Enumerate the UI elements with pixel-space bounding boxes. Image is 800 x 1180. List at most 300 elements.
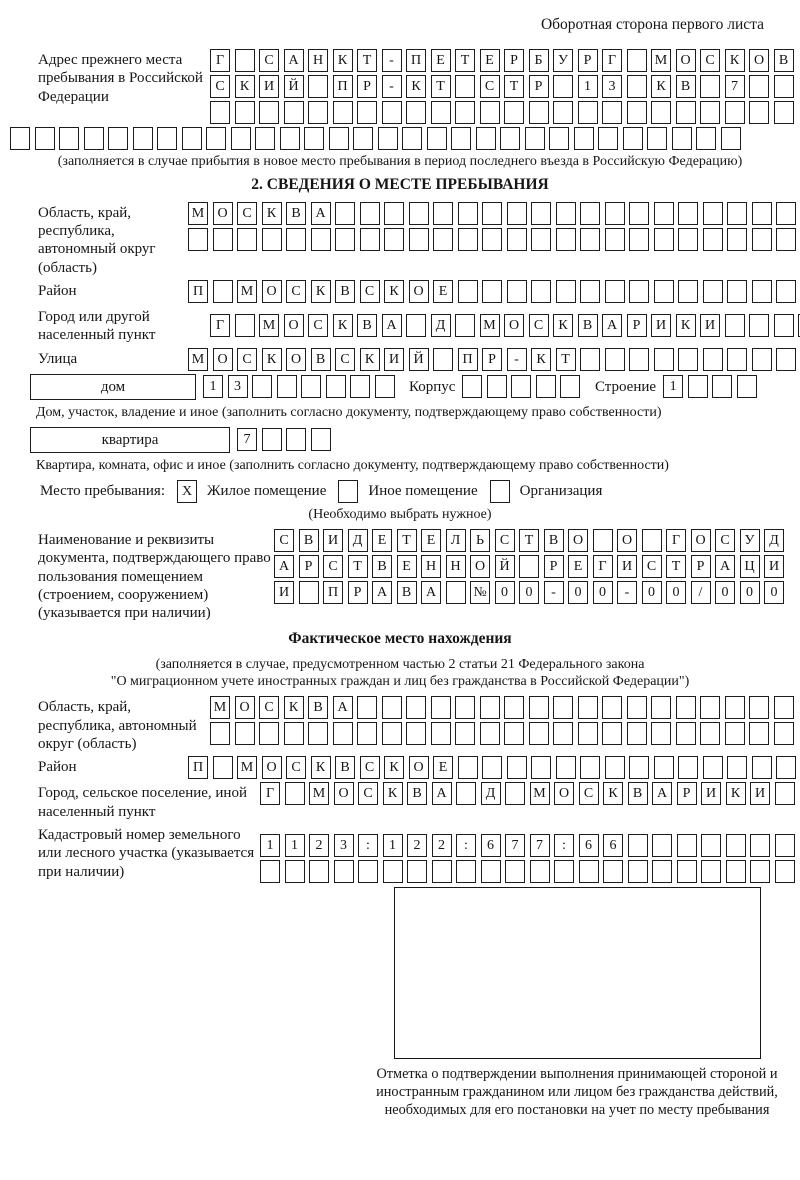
char-box: П	[188, 756, 208, 779]
char-box	[235, 49, 255, 72]
char-box	[654, 202, 674, 225]
house-type-box: дом	[30, 374, 196, 400]
char-box	[678, 202, 698, 225]
char-box	[629, 228, 649, 251]
char-box: Г	[210, 49, 230, 72]
char-box: 1	[285, 834, 305, 857]
char-box: Р	[544, 555, 564, 578]
char-box	[433, 228, 453, 251]
char-box: О	[409, 280, 429, 303]
apartment-row	[30, 427, 790, 453]
actual-location-note-1: (заполняется в случае, предусмотренном частью 2 статьи 21 Федерального закона	[155, 657, 645, 673]
char-box: В	[286, 202, 306, 225]
char-box	[703, 202, 723, 225]
char-box	[776, 202, 796, 225]
char-box	[188, 228, 208, 251]
char-box	[360, 202, 380, 225]
char-box	[628, 860, 648, 883]
korpus-cells	[462, 375, 585, 398]
char-box: Н	[446, 555, 466, 578]
char-box	[700, 75, 720, 98]
char-box: О	[617, 529, 637, 552]
char-box: О	[213, 348, 233, 371]
actual-city-row	[260, 782, 799, 805]
char-box	[259, 722, 279, 745]
char-box: О	[213, 202, 233, 225]
char-box: 0	[519, 581, 539, 604]
char-box	[752, 756, 772, 779]
char-box	[776, 280, 796, 303]
char-box	[235, 722, 255, 745]
stay-type-note: (Необходимо выбрать нужное)	[308, 506, 492, 522]
char-box	[676, 101, 696, 124]
char-box	[531, 280, 551, 303]
char-box: С	[323, 555, 343, 578]
char-box	[602, 101, 622, 124]
char-box	[237, 228, 257, 251]
char-box	[578, 722, 598, 745]
char-box	[480, 722, 500, 745]
char-box: О	[235, 696, 255, 719]
char-box: В	[628, 782, 648, 805]
char-box	[579, 860, 599, 883]
char-box	[357, 696, 377, 719]
char-box: Т	[666, 555, 686, 578]
char-box	[678, 228, 698, 251]
char-box	[602, 722, 622, 745]
char-box: Т	[357, 49, 377, 72]
char-box	[482, 756, 502, 779]
option-other-premises-label: Иное помещение	[368, 483, 478, 500]
korpus-label: Корпус	[409, 378, 456, 395]
char-box	[530, 860, 550, 883]
char-box	[455, 101, 475, 124]
char-box	[536, 375, 556, 398]
char-box	[213, 228, 233, 251]
char-box	[553, 722, 573, 745]
char-box	[210, 101, 230, 124]
stamp-area	[362, 887, 792, 1120]
char-box	[580, 756, 600, 779]
char-box	[578, 696, 598, 719]
char-box	[511, 375, 531, 398]
char-box: С	[360, 280, 380, 303]
char-box: О	[409, 756, 429, 779]
actual-region-rows	[210, 696, 798, 745]
char-box	[482, 228, 502, 251]
char-box: А	[382, 314, 402, 337]
char-box: П	[333, 75, 353, 98]
char-box	[678, 280, 698, 303]
apartment-number-cells	[237, 428, 335, 451]
char-box	[623, 127, 643, 150]
char-box	[455, 722, 475, 745]
char-box	[556, 202, 576, 225]
char-box: И	[651, 314, 671, 337]
cadastral-rows	[260, 834, 799, 883]
char-box	[725, 101, 745, 124]
actual-location-note-2: "О миграционном учете иностранных граждан и лиц без гражданства в Российской Федерации")	[110, 674, 690, 690]
char-box	[525, 127, 545, 150]
char-box: Е	[372, 529, 392, 552]
char-box	[311, 428, 331, 451]
char-box: В	[299, 529, 319, 552]
char-box	[476, 127, 496, 150]
char-box	[451, 127, 471, 150]
char-box	[157, 127, 177, 150]
char-box: К	[651, 75, 671, 98]
char-box	[431, 101, 451, 124]
prev-address-field	[10, 49, 790, 124]
char-box: У	[740, 529, 760, 552]
char-box	[677, 860, 697, 883]
char-box	[774, 314, 794, 337]
char-box: А	[372, 581, 392, 604]
char-box	[776, 756, 796, 779]
char-box	[651, 696, 671, 719]
char-box: С	[495, 529, 515, 552]
actual-district-label: Район	[38, 759, 77, 776]
char-box	[580, 228, 600, 251]
apartment-type-box: квартира	[30, 427, 230, 453]
char-box	[311, 228, 331, 251]
char-box: 1	[383, 834, 403, 857]
char-box: Т	[455, 49, 475, 72]
char-box: Т	[348, 555, 368, 578]
option-organization-label: Организация	[519, 483, 603, 500]
char-box	[301, 375, 321, 398]
char-box: М	[210, 696, 230, 719]
char-box	[605, 756, 625, 779]
char-box: Е	[480, 49, 500, 72]
char-box: К	[262, 348, 282, 371]
char-box: К	[531, 348, 551, 371]
char-box	[284, 101, 304, 124]
char-box	[210, 722, 230, 745]
char-box: К	[360, 348, 380, 371]
char-box	[593, 529, 613, 552]
char-box: А	[715, 555, 735, 578]
city-label: Город или другой населенный пункт	[38, 309, 156, 344]
char-box: Р	[529, 75, 549, 98]
char-box: Й	[495, 555, 515, 578]
char-box: П	[323, 581, 343, 604]
char-box	[308, 75, 328, 98]
page-side-note: Оборотная сторона первого листа	[540, 16, 764, 33]
house-number-cells	[203, 375, 399, 398]
char-box	[752, 228, 772, 251]
char-box	[462, 375, 482, 398]
char-box: С	[259, 49, 279, 72]
char-box	[628, 834, 648, 857]
char-box	[431, 696, 451, 719]
cadastral-label: Кадастровый номер земельного или лесного участка (указывается при наличии)	[38, 826, 255, 880]
char-box	[727, 348, 747, 371]
char-box	[456, 860, 476, 883]
cadastral-field	[10, 824, 790, 883]
char-box	[654, 756, 674, 779]
char-box: М	[530, 782, 550, 805]
char-box: В	[397, 581, 417, 604]
char-box	[605, 202, 625, 225]
char-box	[556, 756, 576, 779]
char-box	[286, 228, 306, 251]
char-box	[519, 555, 539, 578]
char-box: Б	[529, 49, 549, 72]
char-box: 3	[334, 834, 354, 857]
char-box	[406, 314, 426, 337]
char-box	[651, 722, 671, 745]
char-box: Е	[433, 756, 453, 779]
char-box	[334, 860, 354, 883]
char-box: Т	[397, 529, 417, 552]
char-box	[774, 101, 794, 124]
char-box: А	[652, 782, 672, 805]
char-box	[560, 375, 580, 398]
char-box	[481, 860, 501, 883]
char-box: Л	[446, 529, 466, 552]
char-box	[531, 202, 551, 225]
char-box	[487, 375, 507, 398]
region-row-1	[188, 202, 800, 225]
char-box	[284, 722, 304, 745]
char-box	[333, 722, 353, 745]
char-box	[235, 101, 255, 124]
char-box: М	[309, 782, 329, 805]
char-box	[726, 834, 746, 857]
char-box: Ь	[470, 529, 490, 552]
char-box: В	[308, 696, 328, 719]
char-box	[688, 375, 708, 398]
char-box	[749, 722, 769, 745]
char-box: О	[284, 314, 304, 337]
char-box: 0	[568, 581, 588, 604]
char-box	[642, 529, 662, 552]
char-box	[108, 127, 128, 150]
char-box: К	[235, 75, 255, 98]
char-box: К	[406, 75, 426, 98]
char-box	[712, 375, 732, 398]
char-box	[629, 348, 649, 371]
stamp-caption: Отметка о подтверждении выполнения принимающей стороной и иностранным гражданином или лицом без гражданства действий, необходимых для его постановки на учет по месту пребывания	[376, 1065, 778, 1118]
char-box	[406, 722, 426, 745]
char-box	[700, 722, 720, 745]
char-box	[480, 696, 500, 719]
stroenie-label: Строение	[594, 378, 657, 395]
char-box	[308, 722, 328, 745]
char-box	[605, 280, 625, 303]
char-box	[602, 696, 622, 719]
char-box	[382, 722, 402, 745]
region-rows	[188, 202, 800, 251]
char-box: -	[382, 75, 402, 98]
char-box	[529, 722, 549, 745]
char-box	[580, 348, 600, 371]
char-box	[299, 581, 319, 604]
char-box: Т	[431, 75, 451, 98]
char-box: Д	[764, 529, 784, 552]
char-box	[703, 280, 723, 303]
char-box	[427, 127, 447, 150]
char-box	[553, 696, 573, 719]
char-box	[507, 228, 527, 251]
char-box: Д	[481, 782, 501, 805]
char-box	[455, 75, 475, 98]
char-box	[627, 696, 647, 719]
char-box	[529, 101, 549, 124]
char-box: Й	[409, 348, 429, 371]
char-box	[703, 348, 723, 371]
document-field	[10, 529, 790, 622]
char-box: П	[406, 49, 426, 72]
char-box	[750, 860, 770, 883]
char-box	[678, 348, 698, 371]
char-box: О	[262, 280, 282, 303]
char-box: М	[237, 756, 257, 779]
char-box: Р	[627, 314, 647, 337]
char-box	[84, 127, 104, 150]
actual-region-label: Область, край, республика, автономный округ (область)	[38, 699, 197, 753]
char-box	[335, 228, 355, 251]
char-box	[752, 348, 772, 371]
char-box	[703, 756, 723, 779]
char-box: Р	[348, 581, 368, 604]
char-box	[507, 280, 527, 303]
char-box: 2	[432, 834, 452, 857]
char-box	[776, 348, 796, 371]
char-box	[353, 127, 373, 150]
char-box	[383, 860, 403, 883]
checkbox-residential: X	[177, 480, 197, 503]
char-box	[651, 101, 671, 124]
char-box: К	[333, 49, 353, 72]
char-box: С	[715, 529, 735, 552]
char-box: Е	[421, 529, 441, 552]
char-box: К	[553, 314, 573, 337]
char-box	[703, 228, 723, 251]
char-box	[433, 202, 453, 225]
char-box	[402, 127, 422, 150]
prev-address-label: Адрес прежнего места пребывания в Российской Федерации	[38, 51, 203, 105]
char-box: Е	[431, 49, 451, 72]
char-box	[627, 101, 647, 124]
char-box: 0	[593, 581, 613, 604]
char-box	[752, 202, 772, 225]
char-box: С	[529, 314, 549, 337]
char-box	[553, 101, 573, 124]
char-box: К	[384, 756, 404, 779]
char-box: О	[676, 49, 696, 72]
char-box	[676, 722, 696, 745]
char-box	[749, 696, 769, 719]
prev-address-row-1	[210, 49, 798, 72]
char-box	[378, 127, 398, 150]
char-box	[10, 127, 30, 150]
char-box: 1	[260, 834, 280, 857]
char-box	[286, 428, 306, 451]
char-box	[406, 101, 426, 124]
prev-address-row-4	[10, 127, 790, 150]
char-box: -	[617, 581, 637, 604]
city-row	[210, 314, 800, 337]
char-box: А	[432, 782, 452, 805]
char-box	[678, 756, 698, 779]
char-box: Р	[691, 555, 711, 578]
char-box: 1	[203, 375, 223, 398]
char-box: О	[691, 529, 711, 552]
stroenie-cells	[663, 375, 761, 398]
char-box: Й	[284, 75, 304, 98]
char-box: 7	[505, 834, 525, 857]
char-box	[309, 860, 329, 883]
char-box: В	[335, 280, 355, 303]
char-box: М	[188, 348, 208, 371]
char-box	[749, 101, 769, 124]
char-box	[360, 228, 380, 251]
char-box: Е	[397, 555, 417, 578]
char-box	[409, 202, 429, 225]
char-box: Р	[299, 555, 319, 578]
char-box: 6	[603, 834, 623, 857]
char-box	[605, 348, 625, 371]
char-box	[752, 280, 772, 303]
char-box: А	[333, 696, 353, 719]
char-box: С	[360, 756, 380, 779]
char-box: О	[470, 555, 490, 578]
char-box: 7	[237, 428, 257, 451]
char-box	[59, 127, 79, 150]
char-box	[482, 280, 502, 303]
char-box: В	[335, 756, 355, 779]
prev-address-rows	[210, 49, 798, 124]
char-box	[654, 280, 674, 303]
char-box: Г	[666, 529, 686, 552]
char-box	[35, 127, 55, 150]
char-box: 0	[740, 581, 760, 604]
char-box: С	[642, 555, 662, 578]
char-box: :	[358, 834, 378, 857]
char-box: 2	[309, 834, 329, 857]
stay-type-label: Место пребывания:	[40, 483, 165, 500]
char-box	[304, 127, 324, 150]
char-box	[285, 782, 305, 805]
char-box	[603, 860, 623, 883]
char-box	[554, 860, 574, 883]
region-label: Область, край, республика, автономный округ (область)	[38, 204, 156, 276]
district-field	[10, 280, 790, 303]
char-box: И	[323, 529, 343, 552]
actual-city-label: Город, сельское поселение, иной населенный пункт	[38, 785, 247, 820]
char-box	[335, 202, 355, 225]
char-box	[580, 202, 600, 225]
char-box: /	[691, 581, 711, 604]
char-box	[627, 722, 647, 745]
char-box	[774, 75, 794, 98]
char-box: О	[504, 314, 524, 337]
char-box: Н	[421, 555, 441, 578]
char-box	[333, 101, 353, 124]
actual-region-row-2	[210, 722, 798, 745]
char-box	[357, 722, 377, 745]
char-box: Г	[602, 49, 622, 72]
char-box	[407, 860, 427, 883]
char-box: 0	[642, 581, 662, 604]
char-box: О	[286, 348, 306, 371]
char-box: А	[284, 49, 304, 72]
char-box: К	[284, 696, 304, 719]
prev-address-row-2	[210, 75, 798, 98]
char-box	[627, 49, 647, 72]
